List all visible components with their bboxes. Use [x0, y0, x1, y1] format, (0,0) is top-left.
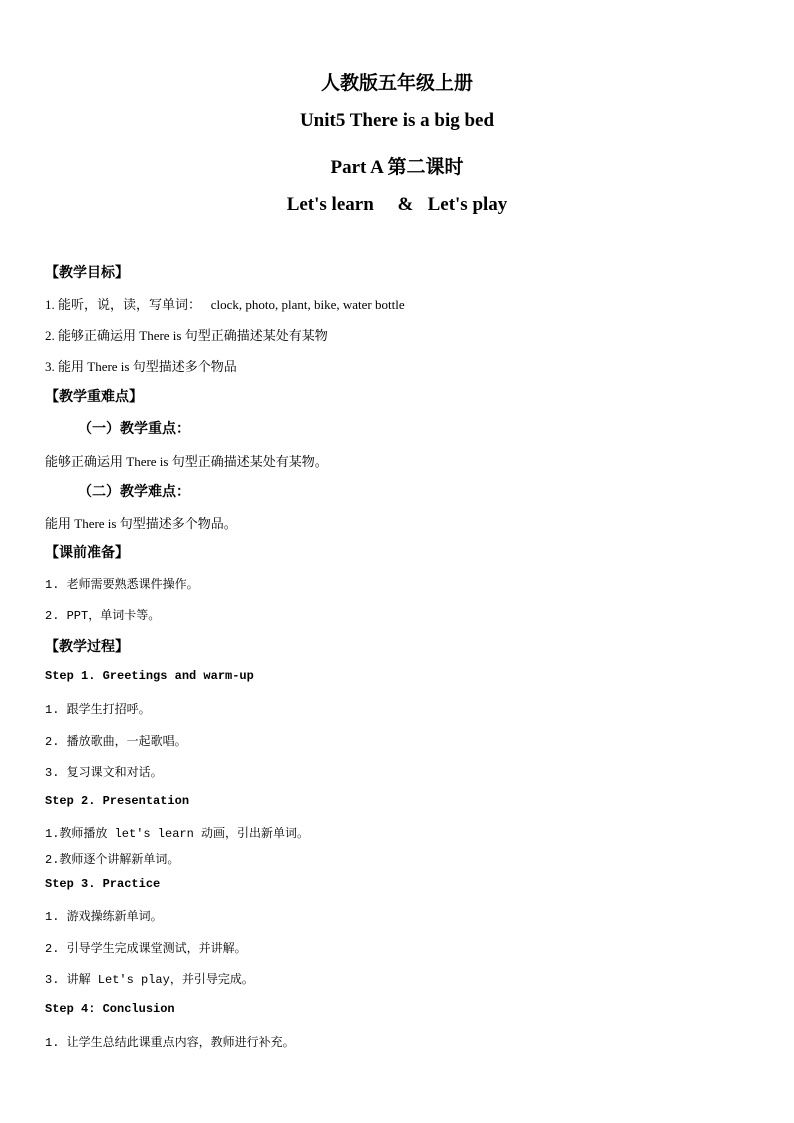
heading-goals: 【教学目标】 — [45, 266, 129, 281]
step3-title: Step 3. Practice — [45, 877, 161, 891]
step3-item-1: 1. 游戏操练新单词。 — [45, 910, 163, 924]
heading-key-points: 【教学重难点】 — [45, 390, 143, 405]
preparation-item-1: 1. 老师需要熟悉课件操作。 — [45, 578, 199, 592]
difficult-point-label: （二）教学难点： — [78, 485, 190, 500]
title-unit: Unit5 There is a big bed — [299, 110, 495, 131]
preparation-item-2: 2. PPT，单词卡等。 — [45, 609, 161, 623]
heading-process: 【教学过程】 — [45, 640, 129, 655]
step2-item-1: 1.教师播放 let's learn 动画，引出新单词。 — [45, 827, 310, 841]
step1-item-3: 3. 复习课文和对话。 — [45, 766, 163, 780]
step3-item-2: 2. 引导学生完成课堂测试，并讲解。 — [45, 942, 247, 956]
goal-item-3: 3. 能用 There is 句型描述多个物品 — [45, 359, 237, 374]
title-grade: 人教版五年级上册 — [320, 73, 473, 94]
key-point-text: 能够正确运用 There is 句型正确描述某处有某物。 — [45, 454, 328, 469]
step1-title: Step 1. Greetings and warm-up — [45, 669, 254, 683]
key-point-label: （一）教学重点： — [78, 422, 190, 437]
heading-preparation: 【课前准备】 — [45, 546, 129, 561]
step1-item-2: 2. 播放歌曲，一起歌唱。 — [45, 735, 187, 749]
step1-item-1: 1. 跟学生打招呼。 — [45, 703, 151, 717]
title-part: Part A 第二课时 — [330, 157, 464, 178]
goal-item-2: 2. 能够正确运用 There is 句型正确描述某处有某物 — [45, 328, 328, 343]
step4-item-1: 1. 让学生总结此课重点内容，教师进行补充。 — [45, 1036, 295, 1050]
title-lesson: Let's learn & Let's play — [286, 194, 508, 215]
step3-item-3: 3. 讲解 Let's play，并引导完成。 — [45, 973, 254, 987]
step4-title: Step 4: Conclusion — [45, 1002, 175, 1016]
step2-item-2: 2.教师逐个讲解新单词。 — [45, 853, 180, 867]
goal-item-1: 1. 能听，说，读，写单词： clock, photo, plant, bike, water bottle — [45, 297, 405, 312]
step2-title: Step 2. Presentation — [45, 794, 190, 808]
difficult-point-text: 能用 There is 句型描述多个物品。 — [45, 516, 237, 531]
